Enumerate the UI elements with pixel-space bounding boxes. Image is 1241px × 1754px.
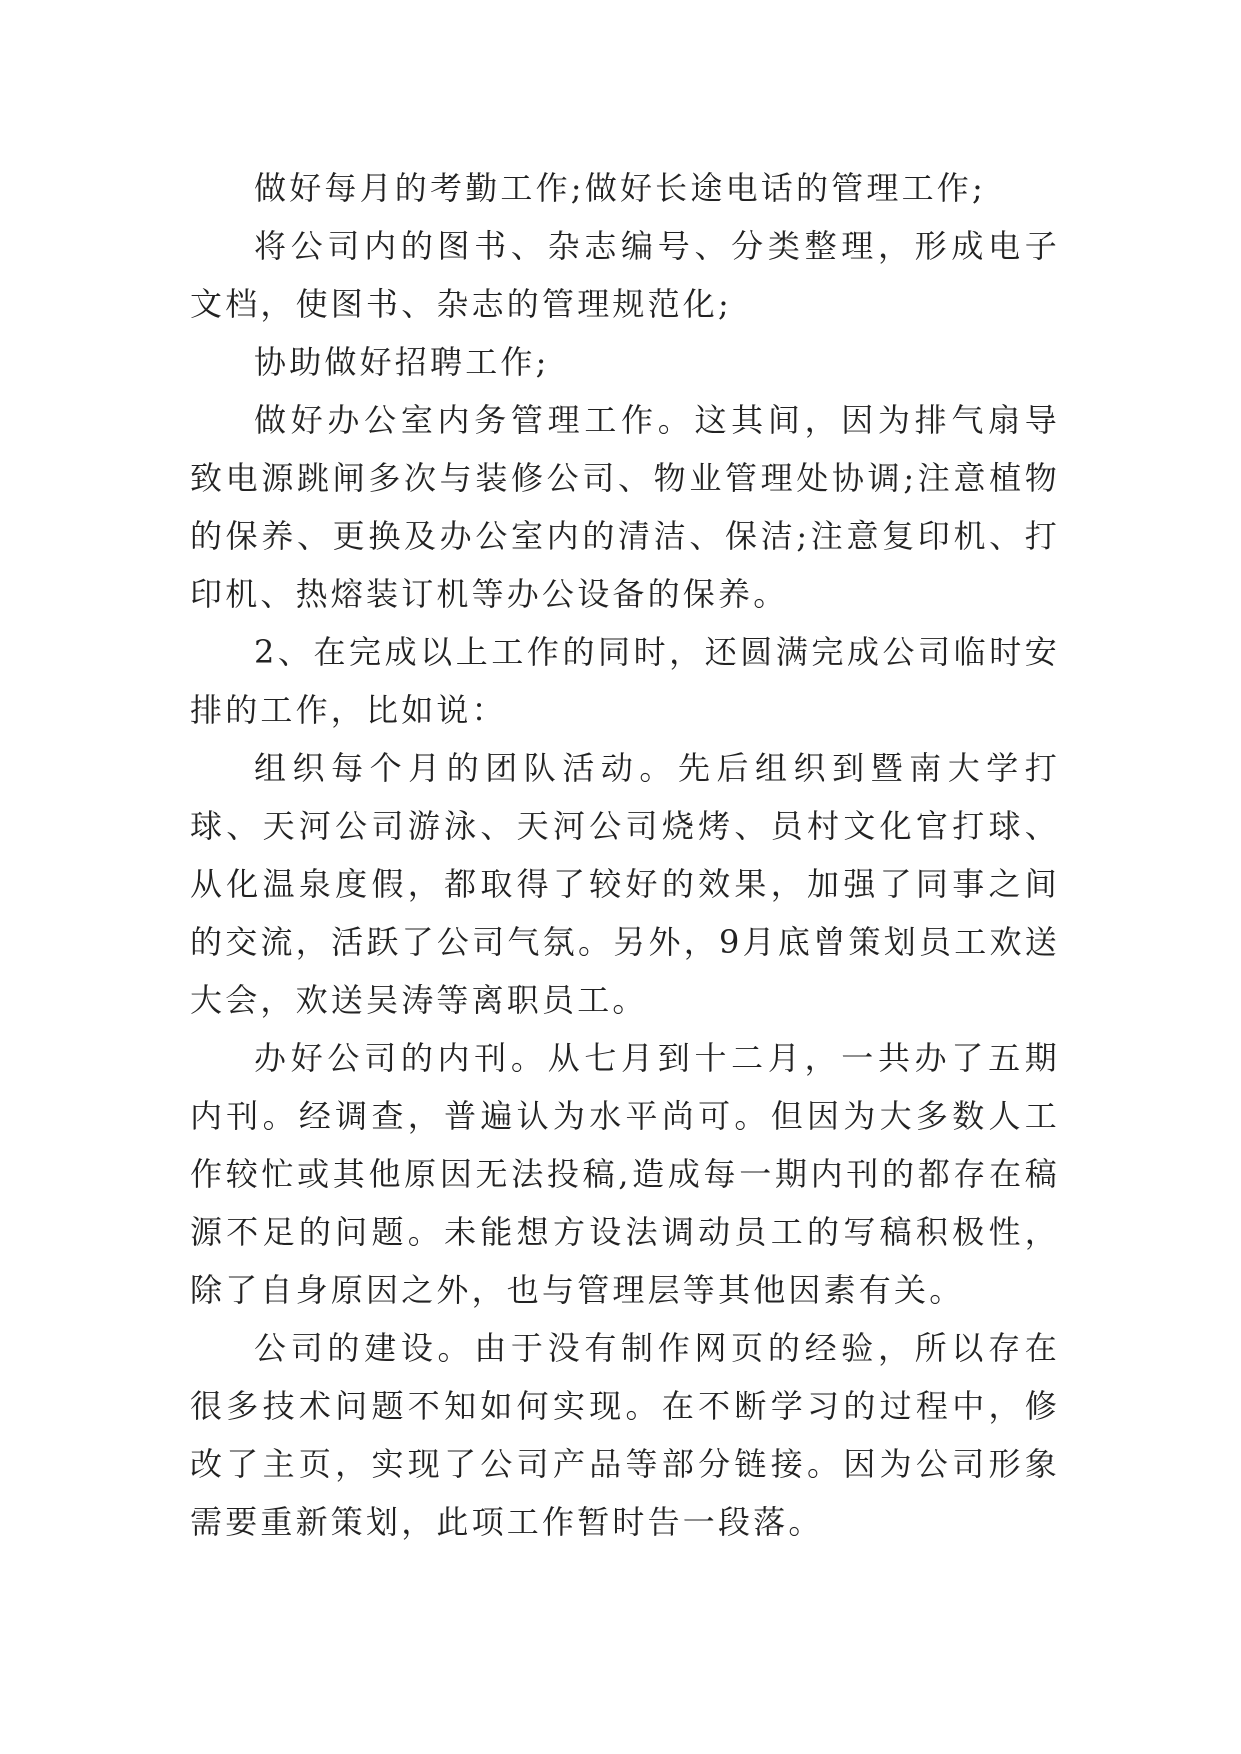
- paragraph-office-management: 做好办公室内务管理工作。这其间，因为排气扇导致电源跳闸多次与装修公司、物业管理处协调;注意植物的保养、更换及办公室内的清洁、保洁;注意复印机、打印机、热熔装订机等办公设备的保养。: [190, 401, 1060, 613]
- paragraph-internal-journal: 办好公司的内刊。从七月到十二月，一共办了五期内刊。经调查，普遍认为水平尚可。但因为大多数人工作较忙或其他原因无法投稿,造成每一期内刊的都存在稿源不足的问题。未能想方设法调动员工的写稿积极性，除了自身原因之外，也与管理层等其他因素有关。: [190, 1039, 1060, 1309]
- paragraph-team-activities: 组织每个月的团队活动。先后组织到暨南大学打球、天河公司游泳、天河公司烧烤、员村文化官打球、从化温泉度假，都取得了较好的效果，加强了同事之间的交流，活跃了公司气氛。另外，9月底曾策划员工欢送大会，欢送吴涛等离职员工。: [190, 749, 1060, 1019]
- paragraph-temporary-tasks: 2、在完成以上工作的同时，还圆满完成公司临时安排的工作，比如说：: [190, 633, 1060, 729]
- paragraph-recruitment: 协助做好招聘工作;: [254, 343, 550, 381]
- paragraph-library: 将公司内的图书、杂志编号、分类整理，形成电子文档，使图书、杂志的管理规范化;: [190, 227, 1060, 323]
- paragraph-website: 公司的建设。由于没有制作网页的经验，所以存在很多技术问题不知如何实现。在不断学习的过程中，修改了主页，实现了公司产品等部分链接。因为公司形象需要重新策划，此项工作暂时告一段落。: [190, 1329, 1060, 1541]
- document-body: [190, 159, 1060, 1551]
- paragraph-attendance: 做好每月的考勤工作;做好长途电话的管理工作;: [254, 169, 986, 207]
